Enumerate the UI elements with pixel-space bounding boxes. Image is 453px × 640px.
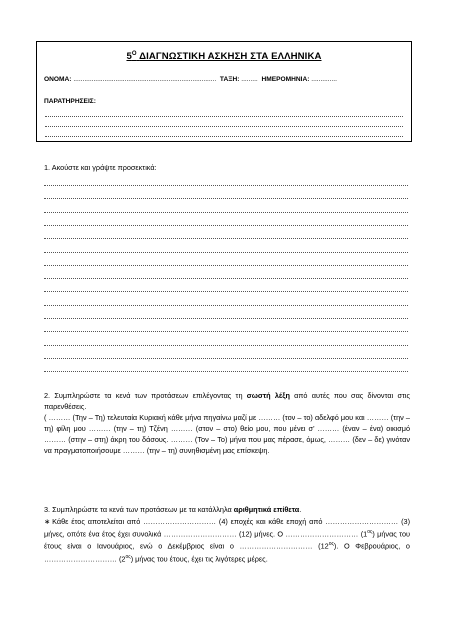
answer-line[interactable] [44,198,408,199]
answer-line[interactable] [44,318,408,319]
answer-line[interactable] [44,331,408,332]
question-2-prompt: 2. Συμπληρώστε τα κενά των προτάσεων επιλέγοντας τη σωστή λέξη από αυτές που σας δίνονται στις παρενθέσεις. [44,391,410,411]
page-title: $5^O$ ΔΙΑΓΝΩΣΤΙΚΗ ΑΣΚΗΣΗ ΣΤΑ ΕΛΛΗΝΙΚΑ [126,51,322,62]
name-label: ΟΝΟΜΑ: [44,76,72,83]
class-field[interactable]: ......... [241,76,258,83]
student-info-row [44,76,337,83]
question-3-body: ∗ Κάθε έτος αποτελείται από ………………………… (4) εποχές και κάθε εποχή από ………………………… (3) μήνες, οπότε ένα έτος έχει συνολικά ………………………… (12) μήνες. Ο ………………………… $(1^{o\varsigma})$ μήνας του έτους είναι ο Ιανουάριος, ενώ ο Δεκέμβριος είναι ο ………………………… $(12^{o\varsigma})$. Ο Φεβρουάριος, ο ………………………… $(2^{o\varsigma})$ μήνας του έτους, έχει τις λιγότερες μέρες. [44,517,410,564]
title-superscript: Ο [131,51,137,57]
answer-line[interactable] [44,212,408,213]
answer-line[interactable] [44,291,408,292]
date-field[interactable]: .............. [311,76,337,83]
date-label: ΗΜΕΡΟΜΗΝΙΑ: [261,76,310,83]
header-box [36,41,412,142]
answer-line[interactable] [44,358,408,359]
keyword-correct-word: σωστή λέξη [246,391,290,400]
bullet-star-icon: ∗ [44,517,51,526]
answer-line[interactable] [44,345,408,346]
answer-line[interactable] [44,265,408,266]
keyword-numeral-adjectives: αριθμητικά επίθετα [233,505,300,514]
question-2-body: ( ……… (Την – Τη) τελευταία Κυριακή κάθε μήνα πηγαίνω μαζί με ……… (τον – το) αδελφό μου και ……… (την – τη) φίλη μου ……… (την – τη) Τζένη ……… (στον – στο) θείο μου, που μένει σ’ ……… (έναν – ένα) οικισμό ……… (στην – στη) άκρη του δάσους. ……… (Τον – Το) μήνα που μας πέρασε, όμως, ……… (δεν – δε) γινόταν να πραγματοποιήσουμε ……… (την – τη) συνηθισμένη μας επίσκεψη. [44,413,410,455]
remarks-line[interactable] [45,136,403,137]
answer-line[interactable] [44,278,408,279]
answer-line[interactable] [44,305,408,306]
answer-line[interactable] [44,225,408,226]
remarks-label: ΠΑΡΑΤΗΡΗΣΕΙΣ: [44,98,96,105]
question-3-prompt: 3. Συμπληρώστε τα κενά των προτάσεων με τα κατάλληλα αριθμητικά επίθετα. [44,505,302,514]
class-label: ΤΑΞΗ: [219,76,240,83]
name-field[interactable]: .............................................................................. [73,76,217,83]
remarks-line[interactable] [45,116,403,117]
remarks-line[interactable] [45,126,403,127]
answer-line[interactable] [44,252,408,253]
answer-line[interactable] [44,238,408,239]
question-1-prompt: 1. Ακούστε και γράψτε προσεκτικά: [44,163,157,172]
answer-line[interactable] [44,371,408,372]
answer-line[interactable] [44,185,408,186]
